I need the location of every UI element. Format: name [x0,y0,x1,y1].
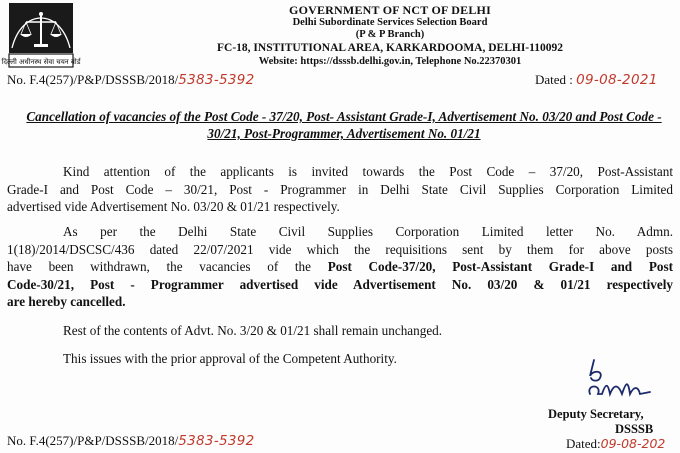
footer-date [566,436,665,452]
paragraph-2-line-5: are hereby cancelled. [7,294,126,309]
footer-file-no [7,433,255,449]
paragraph-3 [7,322,673,340]
footer-dated-label: Dated: [566,436,601,451]
paragraph-2 [7,223,673,311]
paragraph-1-line-2: Grade-I and Post Code – 30/21, Post - Programmer in Delhi State Civil Supplies Corporation Limited [7,181,673,197]
dsssb-logo [1,2,81,68]
paragraph-1-line-1: Kind attention of the applicants is invited towards the Post Code – 37/20, Post-Assistant [63,164,673,179]
dated-label: Dated : [535,72,573,87]
footer-handwritten-dispatch-no: 5383-5392 [178,433,255,449]
file-number: No. F.4(257)/P&P/DSSSB/2018/ [7,72,179,87]
org-branch: (P & P Branch) [355,29,425,40]
paragraph-4 [7,350,673,368]
signatory-organisation: DSSSB [615,422,654,436]
org-address: FC-18, INSTITUTIONAL AREA, KARKARDOOMA, DELHI-110092 [217,42,563,54]
cancelled-posts-highlight: Post Code-37/20, Post-Assistant Grade-I and Post [327,259,673,274]
paragraph-2-line-1: As per the Delhi State Civil Supplies Corporation Limited letter No. Admn. [63,224,673,239]
signature-initials [582,354,672,411]
notice-subject: Cancellation of vacancies of the Post Code - 37/20, Post- Assistant Grade-I, Advertisement No. 03/20 and Post Code - 30/21, Post-Programmer, Advertisement No. 01/21 [26,109,662,141]
paragraph-1 [7,163,673,216]
logo-caption: दिल्ली अधीनस्थ सेवा चयन बोर्ड [1,58,81,66]
org-government-title: GOVERNMENT OF NCT OF DELHI [289,3,491,17]
paragraph-1-line-3: advertised vide Advertisement No. 03/20 & 01/21 respectively. [7,199,340,214]
paragraph-2-line-3: have been withdrawn, the vacancies of the Post Code-37/20, Post-Assistant Grade-I and Post [7,259,673,274]
org-contact: Website: https://dsssb.delhi.gov.in, Telephone No.22370301 [258,56,522,67]
footer-handwritten-date: 09-08-202 [600,436,666,451]
handwritten-dispatch-no: 5383-5392 [178,72,255,88]
scales-emblem-icon [1,2,81,68]
paragraph-4-text: This issues with the prior approval of the Competent Authority. [63,351,397,366]
signatory-designation: Deputy Secretary, [548,407,644,421]
reference-file-no [7,72,255,88]
reference-date [535,72,658,88]
paragraph-3-text: Rest of the contents of Advt. No. 3/20 & 01/21 shall remain unchanged. [63,323,443,338]
paragraph-2-line-4: Code-30/21, Post - Programmer advertised vide Advertisement No. 03/20 & 01/21 respectively [7,276,673,292]
handwritten-date: 09-08-2021 [576,72,658,88]
paragraph-2-line-2: 1(18)/2014/DSCSC/436 dated 22/07/2021 vide which the requisitions sent by them for above posts [7,241,673,257]
footer-file-number: No. F.4(257)/P&P/DSSSB/2018/ [7,433,179,448]
handwritten-signature-icon [582,354,672,406]
org-board-name: Delhi Subordinate Services Selection Board [292,17,488,28]
